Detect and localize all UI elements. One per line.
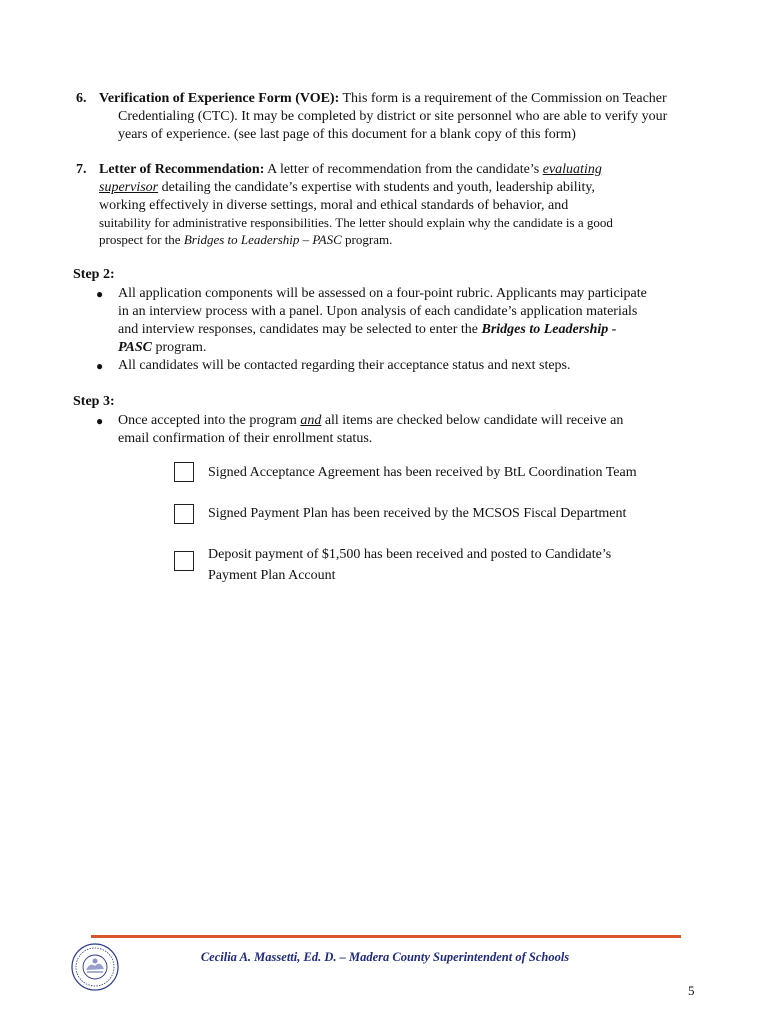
step-2-bullet-2: All candidates will be contacted regarding their acceptance status and next steps. bbox=[118, 358, 571, 373]
step-2-bullet-1-line-3 bbox=[118, 321, 616, 339]
step-3-text: all items are checked below candidate will receive an bbox=[321, 413, 624, 428]
item-number: 7. bbox=[76, 162, 87, 177]
step-3-bullet-1-line-1 bbox=[118, 412, 623, 430]
step-2-bullet-1-line-1: All application components will be assessed on a four-point rubric. Applicants may participate bbox=[118, 286, 647, 301]
item-6-line-2: Credentialing (CTC). It may be completed by district or site personnel who are able to verify your bbox=[118, 109, 668, 124]
step-2-text: program. bbox=[151, 340, 207, 355]
underlined-text: evaluating bbox=[542, 162, 602, 177]
bullet-icon: ● bbox=[96, 287, 104, 301]
item-7-text: program. bbox=[341, 232, 393, 247]
program-name: PASC bbox=[118, 340, 152, 355]
item-6-title: Verification of Experience Form (VOE): bbox=[99, 91, 340, 106]
item-7-line-1 bbox=[99, 161, 602, 179]
step-3-text: Once accepted into the program bbox=[118, 413, 301, 428]
bullet-icon: ● bbox=[96, 359, 104, 373]
item-7-line-2 bbox=[99, 179, 595, 197]
item-7-line-5 bbox=[99, 231, 392, 249]
page-number: 5 bbox=[688, 983, 695, 998]
step-2-text: and interview responses, candidates may be selected to enter the bbox=[118, 322, 482, 337]
item-6-line-3: years of experience. (see last page of this document for a blank copy of this form) bbox=[118, 127, 576, 142]
program-name: Bridges to Leadership – PASC bbox=[183, 232, 342, 247]
underlined-text: supervisor bbox=[99, 180, 159, 195]
program-name: Bridges to Leadership - bbox=[481, 322, 617, 337]
item-7-line-3: working effectively in diverse settings, moral and ethical standards of behavior, and bbox=[99, 198, 569, 213]
item-6-text: This form is a requirement of the Commission on Teacher bbox=[339, 91, 667, 106]
step-3-heading: Step 3: bbox=[73, 394, 115, 409]
item-7-text: prospect for the bbox=[99, 232, 184, 247]
item-7-text: A letter of recommendation from the candidate’s bbox=[264, 162, 543, 177]
checklist-label-line-2: Payment Plan Account bbox=[208, 568, 336, 583]
item-7-line-4: suitability for administrative responsibilities. The letter should explain why the candidate is a good bbox=[99, 215, 613, 230]
checkbox[interactable] bbox=[174, 551, 194, 571]
checklist-label: Signed Payment Plan has been received by the MCSOS Fiscal Department bbox=[208, 506, 627, 521]
step-3-bullet-1-line-2: email confirmation of their enrollment status. bbox=[118, 431, 373, 446]
checklist-label: Signed Acceptance Agreement has been received by BtL Coordination Team bbox=[208, 465, 637, 480]
step-2-heading: Step 2: bbox=[73, 267, 115, 282]
footer-text: Cecilia A. Massetti, Ed. D. – Madera County Superintendent of Schools bbox=[200, 950, 570, 964]
footer-divider bbox=[91, 935, 681, 938]
step-2-bullet-1-line-2: in an interview process with a panel. Upon analysis of each candidate’s application materials bbox=[118, 304, 638, 319]
bullet-icon: ● bbox=[96, 414, 104, 428]
underlined-text: and bbox=[300, 413, 322, 428]
item-7-text: detailing the candidate’s expertise with students and youth, leadership ability, bbox=[158, 180, 595, 195]
item-6-line-1 bbox=[99, 90, 667, 108]
item-7-title: Letter of Recommendation: bbox=[99, 162, 265, 177]
item-number: 6. bbox=[76, 91, 87, 106]
checkbox[interactable] bbox=[174, 504, 194, 524]
checklist-label: Deposit payment of $1,500 has been received and posted to Candidate’s bbox=[208, 547, 612, 562]
checkbox[interactable] bbox=[174, 462, 194, 482]
step-2-bullet-1-line-4 bbox=[118, 339, 206, 357]
